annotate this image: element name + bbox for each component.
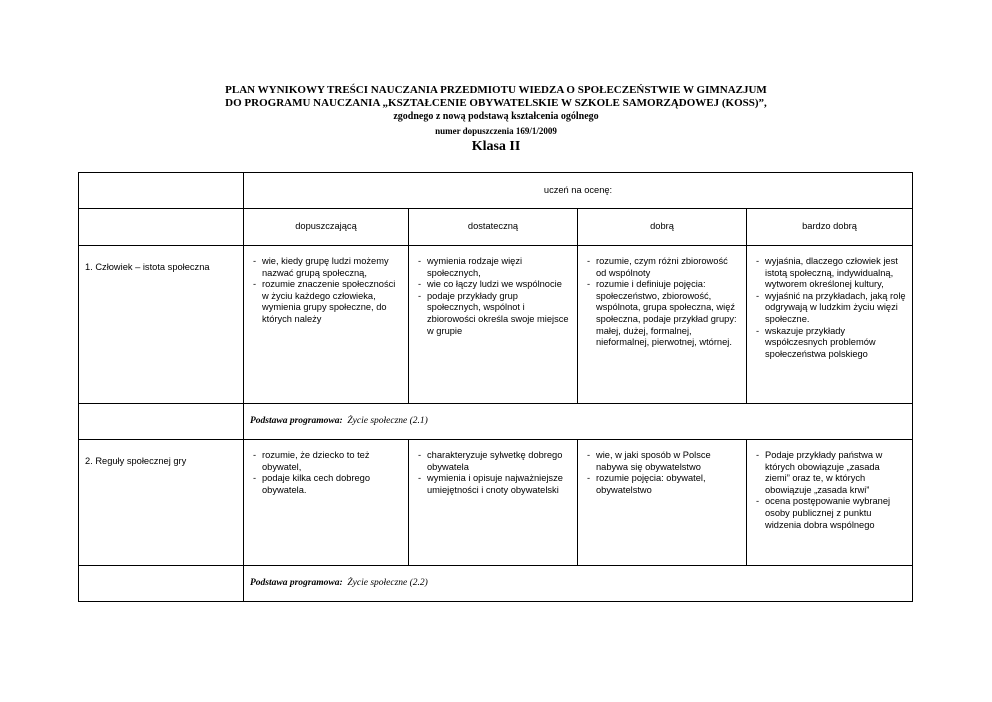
podstawa-value: Życie społeczne (2.1): [347, 415, 428, 426]
topic-cell: 1. Człowiek – istota społeczna: [79, 246, 244, 404]
list-item: - wie co łączy ludzi we wspólnocie: [409, 279, 571, 291]
title-line-2: DO PROGRAMU NAUCZANIA „KSZTAŁCENIE OBYWATELSKIE W SZKOLE SAMORZĄDOWEJ (KOSS)”,: [225, 97, 767, 109]
class-title: Klasa II: [471, 139, 521, 154]
group-header-cell: uczeń na ocenę:: [244, 173, 913, 209]
empty-podstawa-cell: [79, 566, 244, 602]
list-item: - wyjaśnić na przykładach, jaką rolę odgrywają w ludzkim życiu więzi społeczne.: [747, 291, 906, 326]
document-header: [0, 84, 992, 155]
grade-header-dobra: dobrą: [578, 209, 747, 246]
list-item: - wie, w jaki sposób w Polsce nabywa się obywatelstwo: [578, 450, 740, 473]
list-item: - Podaje przykłady państwa w których obowiązuje „zasada ziemi” oraz te, w których obowiązuje „zasada krwi”: [747, 450, 906, 496]
podstawa-value: Życie społeczne (2.2): [347, 577, 428, 588]
requirements-cell: [578, 246, 747, 404]
list-item: - rozumie znaczenie społeczności w życiu każdego człowieka, wymienia grupy społeczne, do których należy: [244, 279, 402, 325]
empty-grade-cell: [79, 209, 244, 246]
list-item: - ocena postępowanie wybranej osoby publicznej z punktu widzenia dobra wspólnego: [747, 496, 906, 531]
list-item: - rozumie, że dziecko to też obywatel,: [244, 450, 402, 473]
list-item: - podaje kilka cech dobrego obywatela.: [244, 473, 402, 496]
list-item: - wymienia i opisuje najważniejsze umiejętności i cnoty obywatelski: [409, 473, 571, 496]
list-item: - charakteryzuje sylwetkę dobrego obywatela: [409, 450, 571, 473]
table-row: [79, 246, 913, 404]
grade-header-dopuszczajaca: dopuszczającą: [244, 209, 409, 246]
podstawa-programowa-cell: [244, 566, 913, 602]
topic-cell: 2. Reguły społecznej gry: [79, 440, 244, 566]
list-item: - rozumie i definiuje pojęcia: społeczeństwo, zbiorowość, wspólnota, grupa społeczna, więź społeczna, podaje przykład grupy: małej, dużej, formalnej, nieformalnej, pierwotnej, wtórnej.: [578, 279, 740, 349]
empty-corner-cell: [79, 173, 244, 209]
requirements-cell: [409, 440, 578, 566]
list-item: - wyjaśnia, dlaczego człowiek jest istotą społeczną, indywidualną, wytworem określonej kultury,: [747, 256, 906, 291]
table-row: [79, 440, 913, 566]
requirements-cell: [747, 440, 913, 566]
approval-number: numer dopuszczenia 169/1/2009: [435, 126, 557, 136]
podstawa-label: Podstawa programowa:: [250, 415, 343, 426]
grade-header-dostateczna: dostateczną: [409, 209, 578, 246]
list-item: - wskazuje przykłady współczesnych problemów społeczeństwa polskiego: [747, 326, 906, 361]
requirements-cell: [578, 440, 747, 566]
title-line-3: zgodnego z nową podstawą kształcenia ogólnego: [393, 111, 599, 122]
podstawa-row: [79, 566, 913, 602]
plan-table: [78, 172, 913, 602]
list-item: - wie, kiedy grupę ludzi możemy nazwać grupą społeczną,: [244, 256, 402, 279]
list-item: - rozumie pojęcia: obywatel, obywatelstwo: [578, 473, 740, 496]
requirements-cell: [409, 246, 578, 404]
grade-header-bardzo-dobra: bardzo dobrą: [747, 209, 913, 246]
podstawa-programowa-cell: [244, 404, 913, 440]
podstawa-label: Podstawa programowa:: [250, 577, 343, 588]
empty-podstawa-cell: [79, 404, 244, 440]
title-line-1: PLAN WYNIKOWY TREŚCI NAUCZANIA PRZEDMIOTU WIEDZA O SPOŁECZEŃSTWIE W GIMNAZJUM: [225, 84, 767, 96]
table-header-row: [79, 173, 913, 209]
list-item: - wymienia rodzaje więzi społecznych,: [409, 256, 571, 279]
requirements-cell: [244, 246, 409, 404]
requirements-cell: [747, 246, 913, 404]
requirements-cell: [244, 440, 409, 566]
list-item: - podaje przykłady grup społecznych, wspólnot i zbiorowości określa swoje miejsce w grupie: [409, 291, 571, 337]
grades-row: [79, 209, 913, 246]
podstawa-row: [79, 404, 913, 440]
list-item: - rozumie, czym różni zbiorowość od wspólnoty: [578, 256, 740, 279]
